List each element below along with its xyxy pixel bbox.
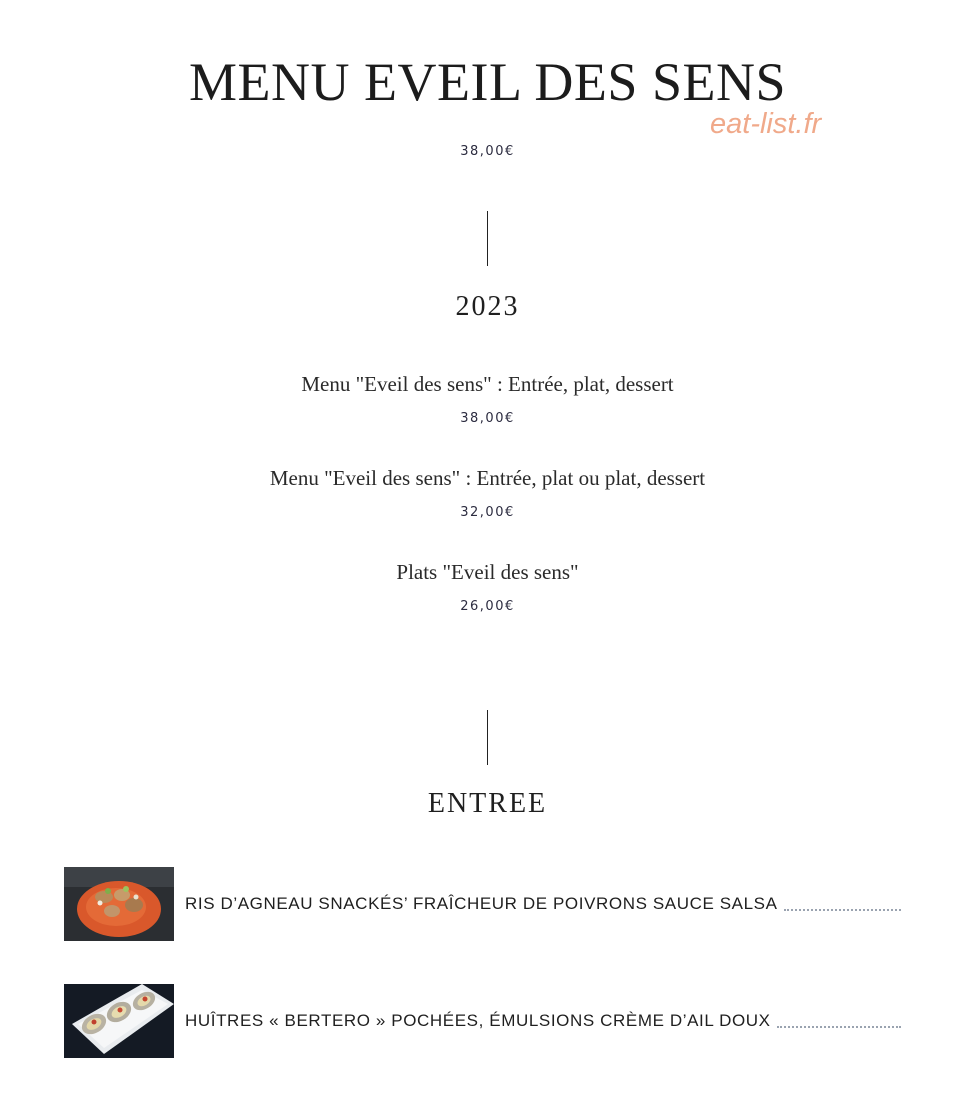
dotted-leader: [784, 909, 901, 911]
page-title: MENU EVEIL DES SENS: [189, 52, 786, 112]
menu-price: 38,00€: [460, 144, 515, 159]
section-heading-entree: ENTREE: [427, 788, 548, 819]
dish-name: RIS D’AGNEAU SNACKÉS’ FRAÎCHEUR DE POIVRONS SAUCE SALSA: [185, 894, 778, 913]
watermark: eat-list.fr: [710, 108, 822, 140]
menu-option-title: Plats "Eveil des sens": [396, 560, 579, 584]
menu-option-title: Menu "Eveil des sens" : Entrée, plat, dessert: [301, 372, 674, 396]
vertical-divider-bottom: [487, 710, 488, 765]
vertical-divider-top: [487, 211, 488, 266]
dish-photo-lamb-sweetbreads[interactable]: [64, 867, 174, 941]
dish-photo-oysters[interactable]: [64, 984, 174, 1058]
menu-option-price: 26,00€: [460, 599, 515, 614]
dish-name: HUÎTRES « BERTERO » POCHÉES, ÉMULSIONS CRÈME D’AIL DOUX: [185, 1011, 771, 1030]
dotted-leader: [777, 1026, 901, 1028]
dish-row[interactable]: [64, 867, 901, 941]
section-heading-2023: 2023: [455, 291, 520, 322]
menu-option-title: Menu "Eveil des sens" : Entrée, plat ou plat, dessert: [269, 466, 706, 490]
dish-row[interactable]: [64, 984, 901, 1058]
menu-option-price: 32,00€: [460, 505, 515, 520]
menu-option-price: 38,00€: [460, 411, 515, 426]
